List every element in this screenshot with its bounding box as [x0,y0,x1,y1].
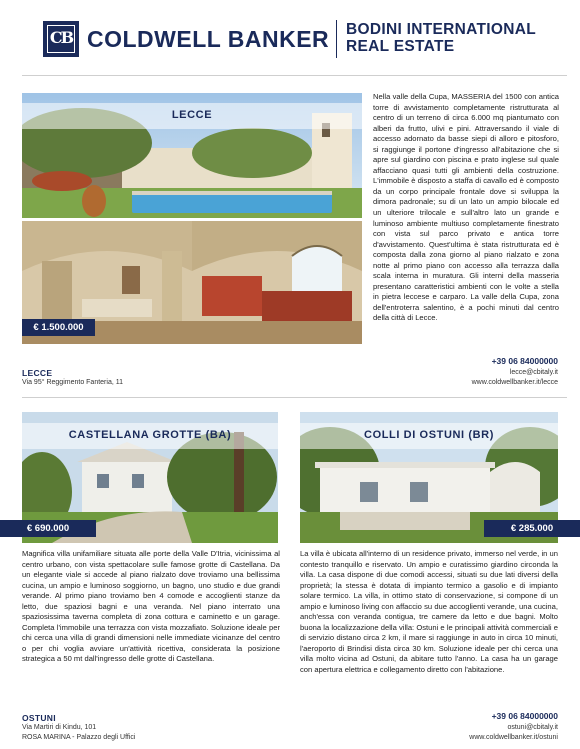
office-name-line2: REAL ESTATE [346,38,455,55]
price-tag-ostuni: € 285.000 [484,520,580,537]
listing-description-castellana: Magnifica villa unifamiliare situata alle porte della Valle D'Itria, vicinissima al centro urbano, con vista spettacolare sulle famose grotte di Castellana. Da un elegante viale si accede al piano rialzato dove troviamo una bellissima cucina, un ampio e luminoso soggiorno, un bagno, uno studio e due grandi verande. Al primo piano troviamo ben 4 comode e accoglienti stanze da letto, due spaziosi bagni e una veranda. Nel piano interrato una spaziosissima taverna completa di zona cottura e caminetto e un garage. Completa l'immobile una terrazza con vista mozzafiato. Soluzione ideale per chi cerca una villa di grandi dimensioni nelle immediate vicinanze del centro o per chi voglia avviare un'attività ricettiva, considerata la posizione strategica a 50 mt dall'ingresso delle grotte di Castellana. [22,549,280,664]
price-tag-lecce: € 1.500.000 [22,319,95,336]
listing-description-lecce: Nella valle della Cupa, MASSERIA del 1500 con antica torre di avvistamento completamente ristrutturata al centro di un terreno di circa 6.000 mq piantumato con alberi da frutto, ulivi e pini. Attraversando il viale di accesso adornato da basse siepi di alloro e pitosforo, si raggiunge il portone d'ingresso all'abitazione che si apre sul giardino con piscina e prato inglese sul quale affacciano quasi tutti gli ambienti della costruzione. L'immobile è disposto a staffa di cavallo ed è composto da un corpo principale frontale dove si sviluppa la dimora padronale; su di un lato un ampio bilocale ed un ulteriore trilocale e sull'altro lato un grande e luminoso ambiente multiuso completamente finestrato con vista sul parco privato e antica torre d'avvistamento. Quest'ultima è stata ristrutturata ed è composta dalla zona giorno al piano rialzato e zona notte al primo piano con accesso alla terrazza dalla scala interna in muratura. Gli interni della masseria presentano caratteristici ambienti con le volte a stella in pietra leccese e carparo. La valle della Cupa, zona dell'entroterra salentino, è a pochi minuti dal centro della città di Lecce. [373,92,559,323]
office-address-ostuni-line2: ROSA MARINA - Palazzo degli Uffici [22,734,136,741]
office-address-ostuni-line1: Via Martiri di Kindu, 101 [22,724,97,731]
office-email-ostuni[interactable]: ostuni@cbitaly.it [507,724,558,731]
office-city-lecce: LECCE [22,368,53,378]
listing-description-ostuni: La villa è ubicata all'interno di un residence privato, immerso nel verde, in un contesto tranquillo e riservato. Un ampio e curatissimo giardino circonda la villa. La casa dispone di due comodi accessi, situati su due lati diversi della proprietà; la stessa è dotata di impianto termico a gasolio e di impianto solare termico. La villa, in ottimo stato di conservazione, si compone di un ampio e luminoso living con affaccio su due accoglienti verande, una cucina, anch'essa con veranda contigua, tre camere da letto e due bagni. Molto buona la localizzazione della villa: Ostuni e le principali attività commerciali e di servizio distano circa 2 km, il mare si raggiunge in auto in circa 10 minuti, l'aeroporto di Brindisi dista circa 30 km. Soluzione ideale per chi cerca una villa molto vicina ad Ostuni, da abitare tutto l'anno. La casa ha un garage con apertura elettrica e collegamento diretto con l'abitazione. [300,549,558,675]
header-divider [336,20,337,58]
section-rule [22,397,567,398]
logo-monogram: CB [49,28,73,47]
office-address-lecce: Via 95° Reggimento Fanteria, 11 [22,379,123,386]
office-email-lecce[interactable]: lecce@cbitaly.it [509,369,558,376]
office-website-ostuni[interactable]: www.coldwellbanker.it/ostuni [469,734,558,741]
office-city-ostuni: OSTUNI [22,713,56,723]
listing-title-castellana: CASTELLANA GROTTE (BA) [68,429,232,441]
header-rule [22,75,567,76]
lecce-interior-photo[interactable] [22,221,362,344]
office-name-line1: BODINI INTERNATIONAL [346,21,536,38]
office-phone-ostuni[interactable]: +39 06 84000000 [491,711,558,721]
price-tag-castellana: € 690.000 [0,520,96,537]
coldwell-banker-logo [43,21,79,57]
listing-title-ostuni: COLLI DI OSTUNI (BR) [364,429,494,441]
office-website-lecce[interactable]: www.coldwellbanker.it/lecce [471,379,558,386]
listing-title-lecce: LECCE [171,109,213,121]
lecce-garden-photo[interactable] [22,93,362,218]
brand-name: COLDWELL BANKER [87,26,330,52]
office-name [346,21,536,55]
office-phone-lecce[interactable]: +39 06 84000000 [491,356,558,366]
